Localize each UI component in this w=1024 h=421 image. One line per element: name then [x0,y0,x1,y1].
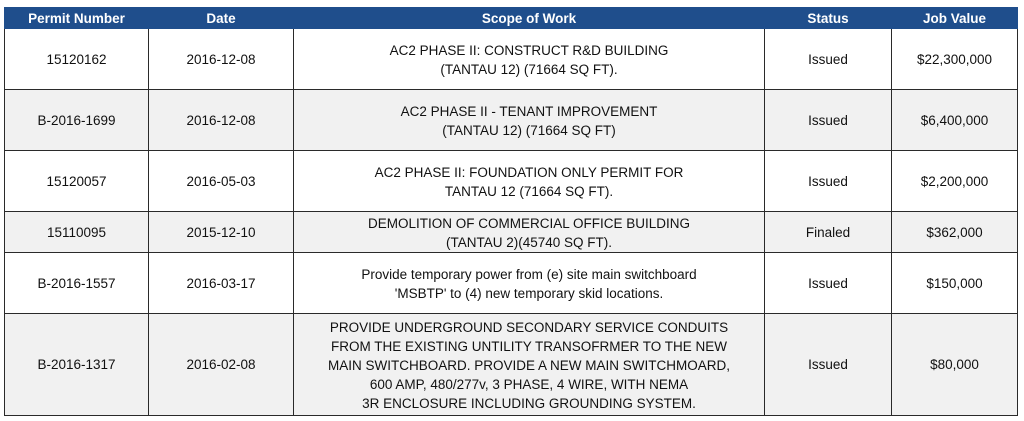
header-job-value: Job Value [892,8,1018,29]
scope-line: MAIN SWITCHBOARD. PROVIDE A NEW MAIN SWITCHMOARD, [327,358,731,373]
scope-line: Provide temporary power from (e) site main switchboard [361,267,697,282]
table-row [5,29,1018,90]
scope-line: AC2 PHASE II: FOUNDATION ONLY PERMIT FOR [374,165,684,180]
permit-number-cell: 15120162 [5,29,149,90]
status-cell: Issued [765,90,892,151]
status-cell: Issued [765,253,892,314]
table-header-row [5,8,1018,29]
header-date: Date [149,8,294,29]
status-cell: Issued [765,29,892,90]
table-row [5,212,1018,253]
scope-cell [294,253,765,314]
permits-table [4,7,1018,416]
scope-line: 'MSBTP' to (4) new temporary skid locations. [394,286,664,301]
scope-line: FROM THE EXISTING UNTILITY TRANSOFRMER TO THE NEW [330,339,728,354]
job-value-cell: $362,000 [892,212,1018,253]
status-cell: Issued [765,314,892,416]
scope-line: (TANTAU 12) (71664 SQ FT). [440,62,618,77]
table-row [5,151,1018,212]
table-row [5,253,1018,314]
date-cell: 2016-12-08 [149,29,294,90]
scope-cell [294,314,765,416]
permit-number-cell: B-2016-1317 [5,314,149,416]
scope-cell [294,212,765,253]
table-row [5,90,1018,151]
status-cell: Issued [765,151,892,212]
scope-line: PROVIDE UNDERGROUND SECONDARY SERVICE CONDUITS [329,320,729,335]
job-value-cell: $2,200,000 [892,151,1018,212]
header-status: Status [765,8,892,29]
date-cell: 2015-12-10 [149,212,294,253]
date-cell: 2016-12-08 [149,90,294,151]
scope-line: (TANTAU 2)(45740 SQ FT). [445,235,613,250]
date-cell: 2016-02-08 [149,314,294,416]
scope-cell [294,29,765,90]
scope-cell [294,151,765,212]
job-value-cell: $22,300,000 [892,29,1018,90]
table-row [5,314,1018,416]
scope-line: (TANTAU 12) (71664 SQ FT) [442,123,616,138]
date-cell: 2016-05-03 [149,151,294,212]
scope-line: DEMOLITION OF COMMERCIAL OFFICE BUILDING [367,216,691,231]
job-value-cell: $150,000 [892,253,1018,314]
scope-line: 600 AMP, 480/277v, 3 PHASE, 4 WIRE, WITH NEMA [369,377,689,392]
permit-number-cell: B-2016-1557 [5,253,149,314]
permit-number-cell: B-2016-1699 [5,90,149,151]
scope-line: TANTAU 12 (71664 SQ FT). [444,184,614,199]
permit-number-cell: 15110095 [5,212,149,253]
scope-line: 3R ENCLOSURE INCLUDING GROUNDING SYSTEM. [362,396,696,411]
date-cell: 2016-03-17 [149,253,294,314]
permit-number-cell: 15120057 [5,151,149,212]
scope-line: AC2 PHASE II - TENANT IMPROVEMENT [400,104,658,119]
header-permit-number: Permit Number [5,8,149,29]
scope-line: AC2 PHASE II: CONSTRUCT R&D BUILDING [389,43,669,58]
job-value-cell: $6,400,000 [892,90,1018,151]
header-scope-of-work: Scope of Work [294,8,765,29]
status-cell: Finaled [765,212,892,253]
scope-cell [294,90,765,151]
job-value-cell: $80,000 [892,314,1018,416]
